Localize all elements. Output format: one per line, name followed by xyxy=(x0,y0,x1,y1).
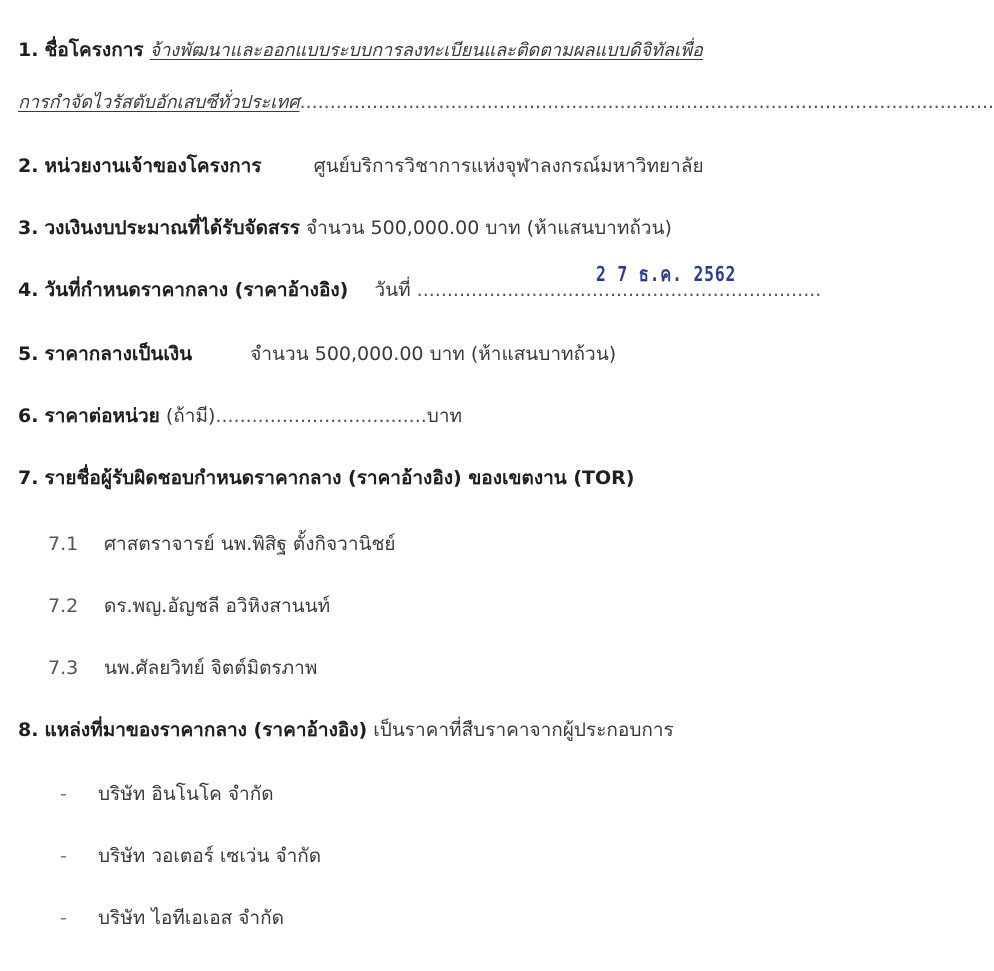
company-2-dash: - xyxy=(60,845,67,867)
item-5-value: จำนวน 500,000.00 บาท (ห้าแสนบาทถ้วน) xyxy=(250,343,617,365)
item-1-value-line-1: จ้างพัฒนาและออกแบบระบบการลงทะเบียนและติดตามผลแบบดิจิทัลเพื่อ xyxy=(149,40,703,61)
company-2-name: บริษัท วอเตอร์ เซเว่น จำกัด xyxy=(98,845,322,867)
item-2-value: ศูนย์บริการวิชาการแห่งจุฬาลงกรณ์มหาวิทยาลัย xyxy=(313,155,704,177)
item-8-value: เป็นราคาที่สืบราคาจากผู้ประกอบการ xyxy=(373,719,674,741)
item-5-line xyxy=(18,340,616,370)
company-3 xyxy=(60,904,284,932)
person-7-2 xyxy=(48,592,330,620)
item-5-number: 5. xyxy=(18,343,39,365)
item-3-label: วงเงินงบประมาณที่ได้รับจัดสรร xyxy=(44,217,300,239)
item-1-value-line-2: การกำจัดไวรัสตับอักเสบซีทั่วประเทศ xyxy=(18,92,300,113)
item-1-number: 1. xyxy=(18,39,39,61)
item-1-line-2 xyxy=(18,88,994,118)
person-7-3-name: นพ.ศัลยวิทย์ จิตต์มิตรภาพ xyxy=(104,657,318,679)
item-1-line-1 xyxy=(18,36,703,66)
person-7-1 xyxy=(48,530,396,558)
item-3-value: จำนวน 500,000.00 บาท (ห้าแสนบาทถ้วน) xyxy=(306,217,672,239)
item-5-label: ราคากลางเป็นเงิน xyxy=(44,343,193,365)
company-3-dash: - xyxy=(60,907,67,929)
company-1 xyxy=(60,780,274,808)
company-1-name: บริษัท อินโนโค จำกัด xyxy=(98,783,274,805)
person-7-3 xyxy=(48,654,317,682)
item-8-number: 8. xyxy=(18,719,39,741)
person-7-3-number: 7.3 xyxy=(48,657,79,679)
item-2-label: หน่วยงานเจ้าของโครงการ xyxy=(44,155,262,177)
item-2-line xyxy=(18,152,704,182)
item-2-number: 2. xyxy=(18,155,39,177)
item-6-number: 6. xyxy=(18,405,39,427)
company-1-dash: - xyxy=(60,783,67,805)
item-3-number: 3. xyxy=(18,217,39,239)
item-7-label: รายชื่อผู้รับผิดชอบกำหนดราคากลาง (ราคาอ้างอิง) ของเขตงาน (TOR) xyxy=(44,467,635,489)
item-8-label: แหล่งที่มาของราคากลาง (ราคาอ้างอิง) xyxy=(44,719,368,741)
person-7-2-name: ดร.พญ.อัญชลี อวิหิงสานนท์ xyxy=(104,595,331,617)
item-6-unit: บาท xyxy=(426,405,463,427)
item-1-label: ชื่อโครงการ xyxy=(44,39,144,61)
item-7-line xyxy=(18,464,634,494)
item-6-paren: (ถ้ามี) xyxy=(165,405,216,427)
person-7-1-number: 7.1 xyxy=(48,533,79,555)
item-8-line xyxy=(18,716,674,746)
item-4-label: วันที่กำหนดราคากลาง (ราคาอ้างอิง) xyxy=(44,279,349,301)
date-stamp: 2 7 ธ.ค. 2562 xyxy=(596,262,737,286)
item-6-dots: ................................... xyxy=(215,405,427,427)
person-7-2-number: 7.2 xyxy=(48,595,79,617)
company-3-name: บริษัท ไอทีเอเอส จำกัด xyxy=(98,907,284,929)
person-7-1-name: ศาสตราจารย์ นพ.พิสิฐ ตั้งกิจวานิชย์ xyxy=(104,533,396,555)
item-4-dots: ................................................................... xyxy=(416,279,822,301)
item-6-label: ราคาต่อหน่วย xyxy=(44,405,160,427)
company-2 xyxy=(60,842,321,870)
item-6-line xyxy=(18,402,462,432)
item-4-number: 4. xyxy=(18,279,39,301)
item-4-prefix: วันที่ xyxy=(374,279,411,301)
item-7-number: 7. xyxy=(18,467,39,489)
item-1-dots: ................................................................................................................... xyxy=(299,91,994,113)
item-3-line xyxy=(18,214,672,244)
